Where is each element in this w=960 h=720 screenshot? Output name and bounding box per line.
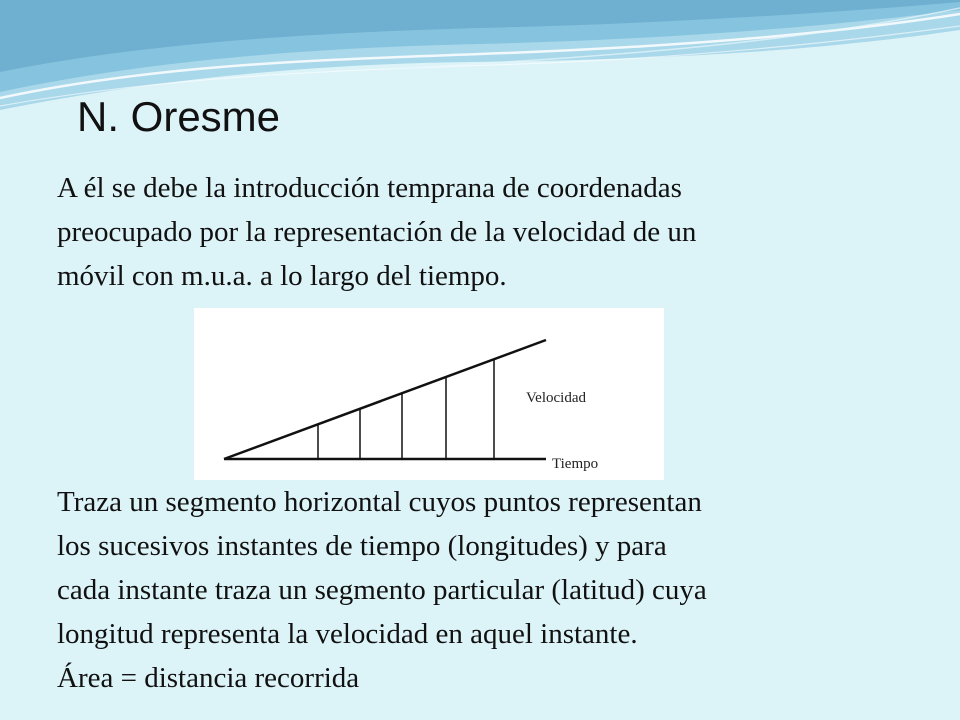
explanation-paragraph — [57, 480, 917, 700]
slide-title: N. Oresme — [77, 93, 281, 140]
oresme-figure — [194, 308, 664, 480]
velocity-label: Velocidad — [526, 390, 586, 406]
explanation-line: cada instante traza un segmento particular (latitud) cuya — [57, 574, 707, 606]
explanation-line: longitud representa la velocidad en aquel instante. — [57, 618, 638, 650]
intro-paragraph — [57, 166, 917, 298]
velocity-hypotenuse — [224, 340, 546, 459]
intro-line: preocupado por la representación de la velocidad de un — [57, 216, 697, 248]
area-formula: Área = distancia recorrida — [57, 662, 360, 694]
intro-line: A él se debe la introducción temprana de coordenadas — [57, 172, 682, 204]
time-label: Tiempo — [552, 456, 599, 472]
explanation-line: Traza un segmento horizontal cuyos puntos representan — [57, 486, 702, 518]
velocity-lines — [318, 359, 494, 459]
intro-line: móvil con m.u.a. a lo largo del tiempo. — [57, 260, 507, 292]
explanation-line: los sucesivos instantes de tiempo (longitudes) y para — [57, 530, 667, 562]
